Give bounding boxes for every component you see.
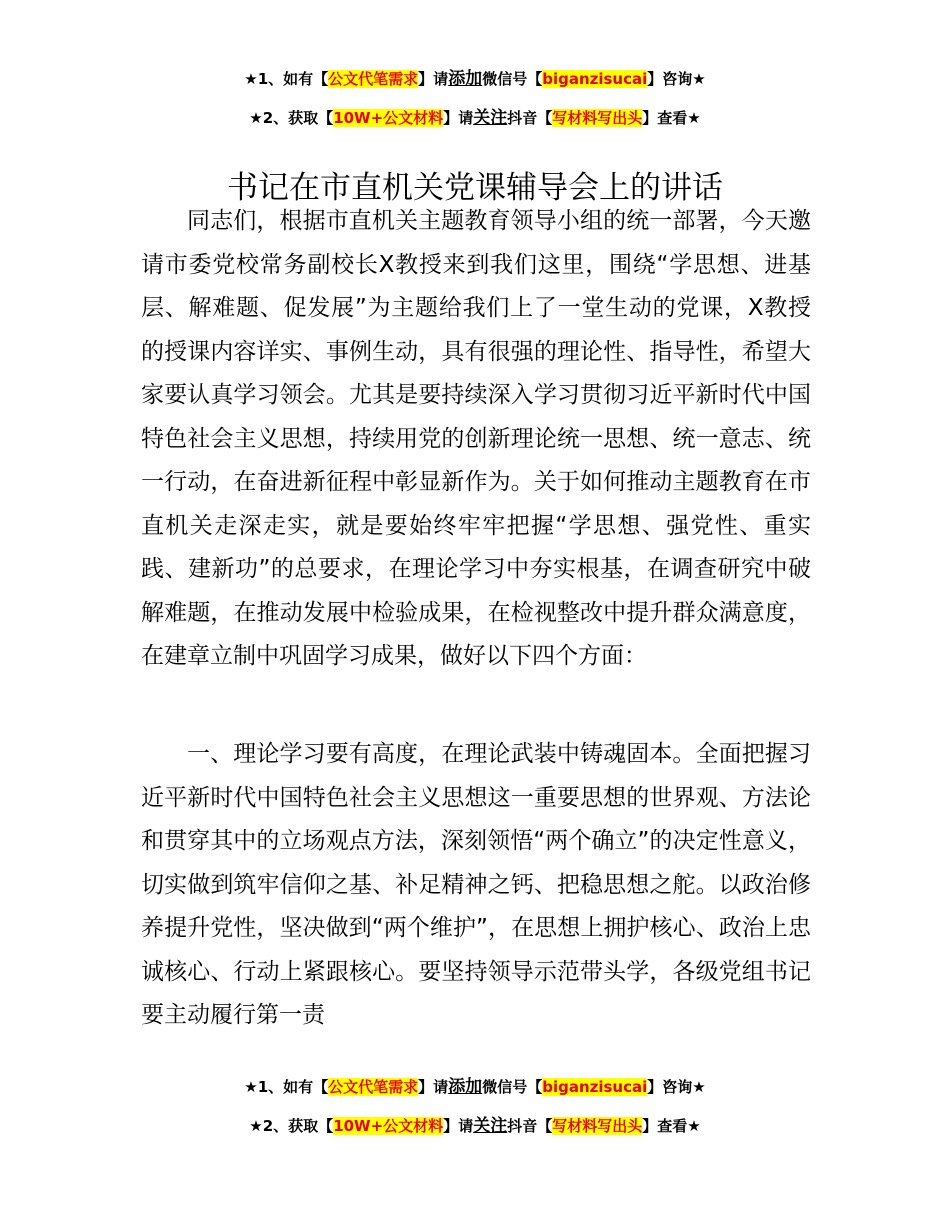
promo-text: 】请: [443, 109, 474, 127]
promo-text: 】查看: [642, 1117, 688, 1135]
promo-wechat-id: biganzisucai: [542, 1078, 648, 1096]
promo-emphasis: 添加: [448, 69, 483, 89]
promo-emphasis: 关注: [473, 108, 508, 128]
star-icon: ★: [692, 1078, 706, 1096]
promo-highlight: 公文代笔需求: [328, 70, 419, 88]
promo-highlight: 公文代笔需求: [328, 1078, 419, 1096]
star-icon: ★: [687, 1117, 701, 1135]
promo-douyin-id: 写材料写出头: [552, 109, 643, 127]
promo-text: 2、获取【: [262, 109, 334, 127]
star-icon: ★: [249, 109, 263, 127]
promo-highlight: 10W+公文材料: [333, 1117, 444, 1135]
promo-text: 抖音【: [507, 1117, 553, 1135]
promo-highlight: 10W+公文材料: [333, 109, 444, 127]
promo-emphasis: 添加: [448, 1077, 483, 1097]
promo-text: 】请: [418, 1078, 449, 1096]
promo-text: 抖音【: [507, 109, 553, 127]
promo-emphasis: 关注: [473, 1116, 508, 1136]
promo-text: 1、如有【: [257, 1078, 329, 1096]
promo-line-1-bottom: [0, 1076, 950, 1098]
promo-text: 】查看: [642, 109, 688, 127]
paragraph-text: 同志们，根据市直机关主题教育领导小组的统一部署，今天邀请市委党校常务副校长X教授来到我们这里，围绕“学思想、进基层、解难题、促发展”为主题给我们上了一堂生动的党课，X教授的授课内容详实、事例生动，具有很强的理论性、指导性，希望大家要认真学习领会。尤其是要持续深入学习贯彻习近平新时代中国特色社会主义思想，持续用党的创新理论统一思想、统一意志、统一行动，在奋进新征程中彰显新作为。关于如何推动主题教育在市直机关走深走实，就是要始终牢牢把握“学思想、强党性、重实践、建新功”的总要求，在理论学习中夯实根基，在调查研究中破解难题，在推动发展中检验成果，在检视整改中提升群众满意度，在建章立制中巩固学习成果，做好以下四个方面：: [141, 208, 811, 669]
promo-line-2-bottom: [0, 1115, 950, 1137]
document-title: 书记在市直机关党课辅导会上的讲话: [227, 169, 723, 206]
star-icon: ★: [244, 70, 258, 88]
promo-line-1-top: [0, 68, 950, 90]
promo-text: 2、获取【: [262, 1117, 334, 1135]
promo-wechat-id: biganzisucai: [542, 70, 648, 88]
star-icon: ★: [687, 109, 701, 127]
promo-line-2-top: [0, 107, 950, 129]
promo-text: 】请: [443, 1117, 474, 1135]
star-icon: ★: [249, 1117, 263, 1135]
body-paragraph-2: [141, 733, 811, 1038]
body-paragraph-1: [141, 200, 811, 679]
paragraph-text: 一、理论学习要有高度，在理论武装中铸魂固本。全面把握习近平新时代中国特色社会主义思想这一重要思想的世界观、方法论和贯穿其中的立场观点方法，深刻领悟“两个确立”的决定性意义，切实做到筑牢信仰之基、补足精神之钙、把稳思想之舵。以政治修养提升党性，坚决做到“两个维护”，在思想上拥护核心、政治上忠诚核心、行动上紧跟核心。要坚持领导示范带头学，各级党组书记要主动履行第一责: [141, 741, 811, 1028]
promo-text: 】请: [418, 70, 449, 88]
promo-text: 】咨询: [647, 70, 693, 88]
promo-text: 】咨询: [647, 1078, 693, 1096]
promo-text: 微信号【: [482, 70, 543, 88]
promo-text: 1、如有【: [257, 70, 329, 88]
promo-text: 微信号【: [482, 1078, 543, 1096]
star-icon: ★: [244, 1078, 258, 1096]
star-icon: ★: [692, 70, 706, 88]
promo-douyin-id: 写材料写出头: [552, 1117, 643, 1135]
